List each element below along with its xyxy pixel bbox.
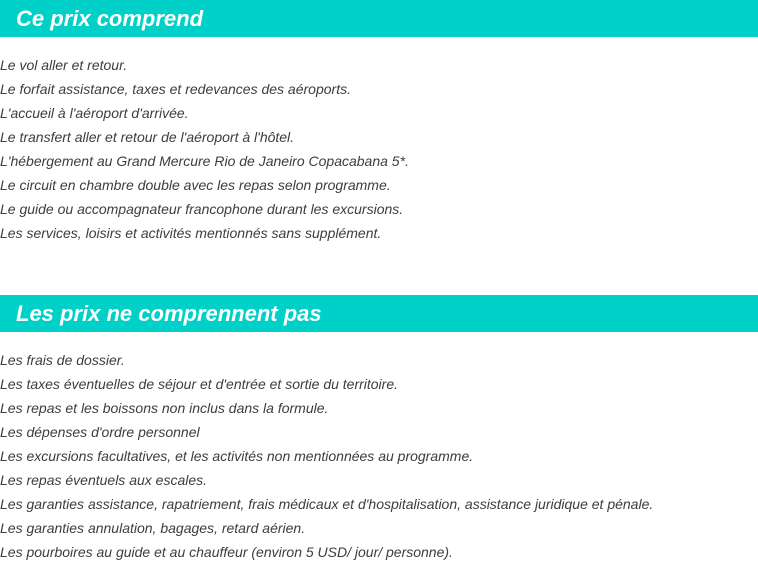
excludes-section bbox=[0, 295, 758, 564]
excludes-list bbox=[0, 332, 758, 564]
includes-item: Le forfait assistance, taxes et redevances des aéroports. bbox=[0, 81, 351, 97]
includes-item: L'accueil à l'aéroport d'arrivée. bbox=[0, 105, 189, 121]
excludes-item: Les frais de dossier. bbox=[0, 352, 125, 368]
includes-title: Ce prix comprend bbox=[0, 0, 758, 37]
includes-item: Le guide ou accompagnateur francophone durant les excursions. bbox=[0, 201, 404, 217]
excludes-item: Les repas éventuels aux escales. bbox=[0, 472, 208, 488]
excludes-item: Les taxes éventuelles de séjour et d'entrée et sortie du territoire. bbox=[0, 376, 399, 392]
excludes-item: Les excursions facultatives, et les activités non mentionnées au programme. bbox=[0, 448, 474, 464]
excludes-item: Les garanties annulation, bagages, retard aérien. bbox=[0, 520, 306, 536]
includes-item: Le transfert aller et retour de l'aéroport à l'hôtel. bbox=[0, 129, 295, 145]
includes-item: Le circuit en chambre double avec les repas selon programme. bbox=[0, 177, 391, 193]
includes-list bbox=[0, 37, 758, 245]
excludes-item: Les dépenses d'ordre personnel bbox=[0, 424, 200, 440]
excludes-item: Les pourboires au guide et au chauffeur (environ 5 USD/ jour/ personne). bbox=[0, 544, 453, 560]
includes-item: Les services, loisirs et activités mentionnés sans supplément. bbox=[0, 225, 382, 241]
excludes-item: Les repas et les boissons non inclus dans la formule. bbox=[0, 400, 329, 416]
excludes-item: Les garanties assistance, rapatriement, frais médicaux et d'hospitalisation, assistance juridique et pénale. bbox=[0, 496, 654, 512]
includes-item: L'hébergement au Grand Mercure Rio de Janeiro Copacabana 5*. bbox=[0, 153, 409, 169]
includes-item: Le vol aller et retour. bbox=[0, 57, 128, 73]
excludes-title: Les prix ne comprennent pas bbox=[0, 295, 758, 332]
includes-section bbox=[0, 0, 758, 245]
